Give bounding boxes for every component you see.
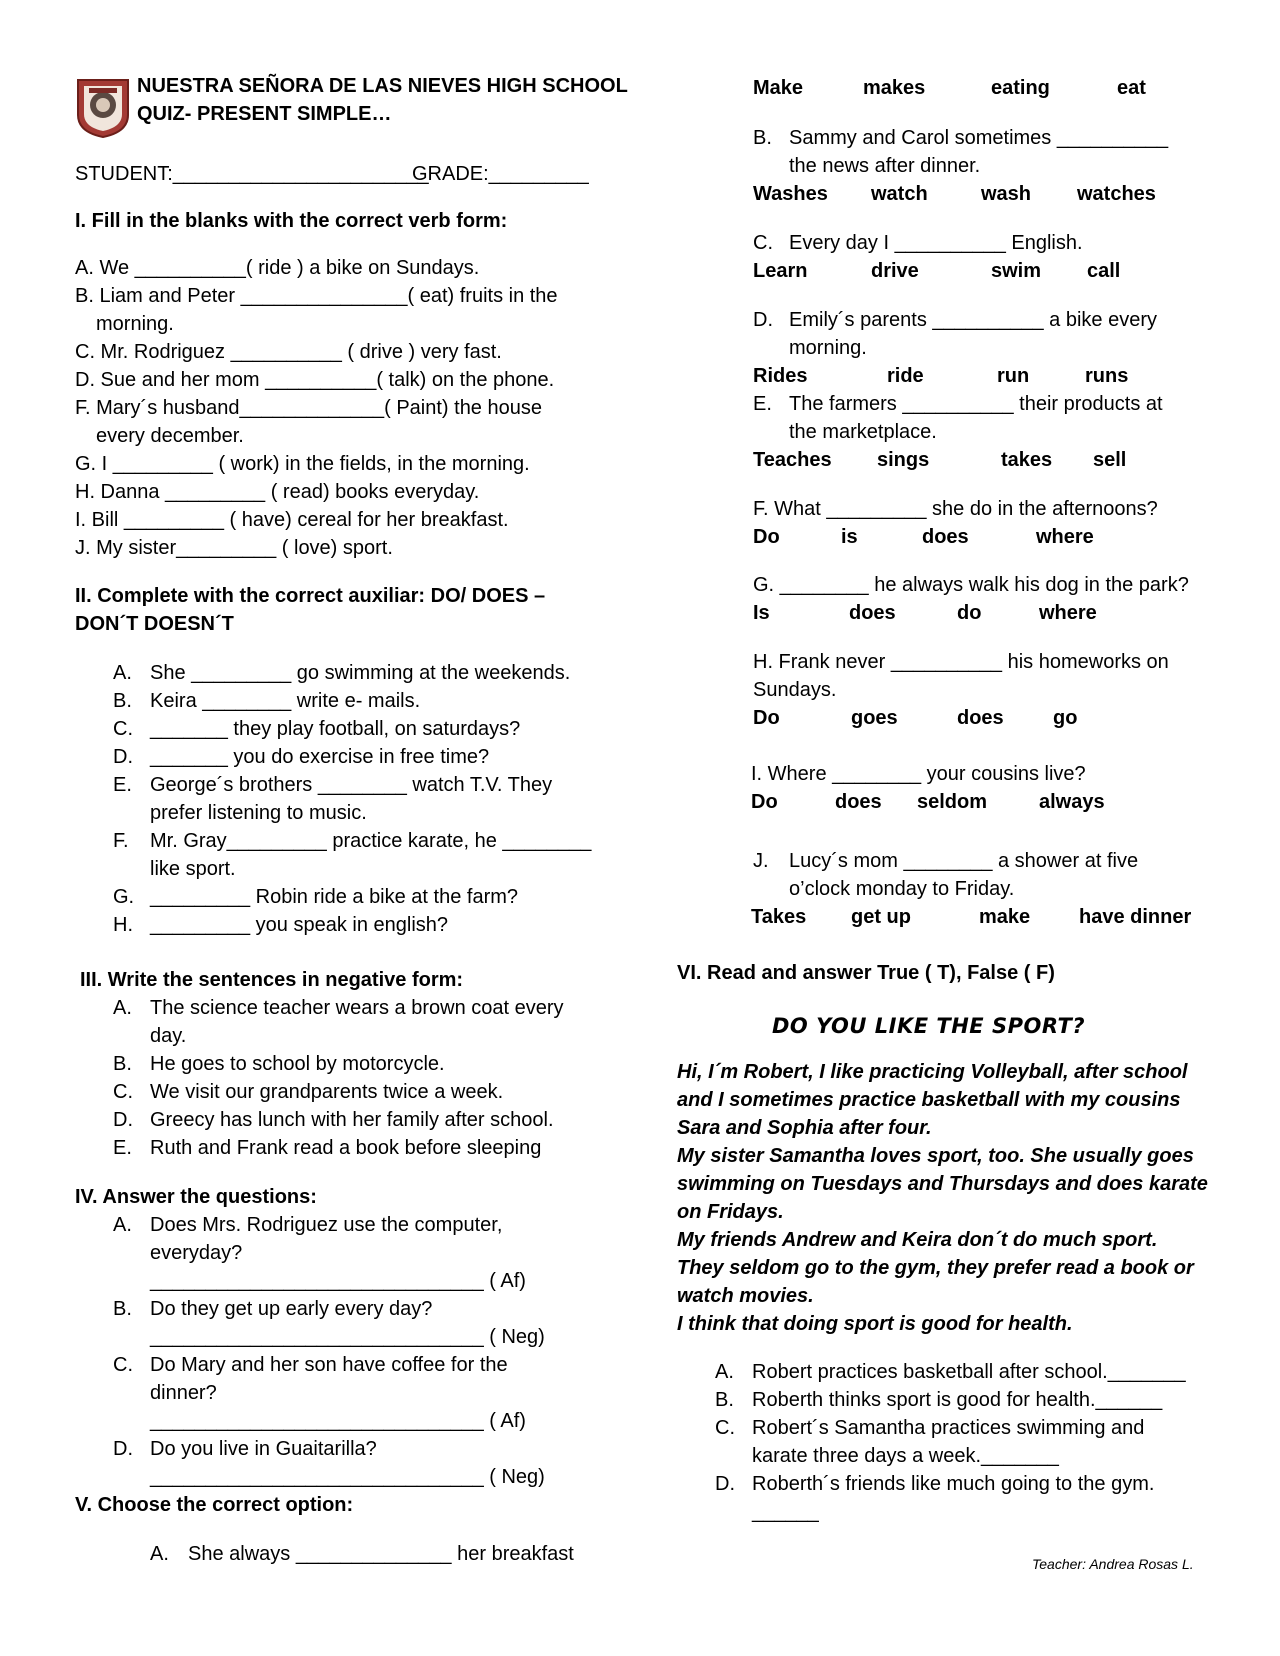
option[interactable]: watches — [1077, 183, 1156, 205]
option[interactable]: Takes — [751, 906, 807, 928]
item-letter: C. — [715, 1417, 735, 1439]
option[interactable]: Teaches — [753, 449, 832, 471]
option[interactable]: makes — [863, 77, 926, 99]
section-4-item: Does Mrs. Rodriguez use the computer, — [150, 1214, 503, 1236]
section-1-item: I. Bill _________ ( have) cereal for her breakfast. — [75, 509, 509, 531]
option[interactable]: goes — [851, 707, 898, 729]
section-5-item: G. ________ he always walk his dog in the park? — [753, 574, 1189, 596]
answer-line[interactable]: ______________________________ ( Neg) — [150, 1466, 545, 1488]
item-letter: B. — [715, 1389, 734, 1411]
item-letter: D. — [113, 1438, 133, 1460]
option[interactable]: does — [922, 526, 969, 548]
option[interactable]: go — [1053, 707, 1078, 729]
section-2-item: Keira ________ write e- mails. — [150, 690, 421, 712]
true-false-statement[interactable]: karate three days a week._______ — [752, 1445, 1059, 1467]
item-letter: A. — [150, 1543, 169, 1565]
option-row — [753, 446, 1126, 474]
item-letter: A. — [715, 1361, 734, 1383]
reading-line: Sara and Sophia after four. — [677, 1117, 932, 1139]
item-letter: D. — [715, 1473, 735, 1495]
option[interactable]: Do — [753, 707, 780, 729]
section-5-item: Emily´s parents __________ a bike every — [789, 309, 1157, 331]
option[interactable]: do — [957, 602, 982, 624]
item-letter: D. — [113, 746, 133, 768]
section-1-item: G. I _________ ( work) in the fields, in the morning. — [75, 453, 530, 475]
item-letter: B. — [113, 690, 132, 712]
section-4-item: everyday? — [150, 1242, 243, 1264]
section-3-title: III. Write the sentences in negative form: — [80, 969, 464, 991]
section-3-item: He goes to school by motorcycle. — [150, 1053, 445, 1075]
item-letter: J. — [753, 850, 769, 872]
option[interactable]: where — [1036, 526, 1094, 548]
section-2-item: prefer listening to music. — [150, 802, 367, 824]
section-1-item: A. We __________( ride ) a bike on Sundays. — [75, 257, 480, 279]
item-letter: B. — [113, 1298, 132, 1320]
option[interactable]: seldom — [917, 791, 988, 813]
item-letter: C. — [113, 1354, 133, 1376]
section-2-item: _______ you do exercise in free time? — [150, 746, 490, 768]
option[interactable]: have dinner — [1079, 906, 1192, 928]
reading-line: on Fridays. — [677, 1201, 784, 1223]
option-row — [753, 180, 1156, 208]
option[interactable]: Learn — [753, 260, 808, 282]
item-letter: D. — [113, 1109, 133, 1131]
section-2-item: Mr. Gray_________ practice karate, he ________ — [150, 830, 592, 852]
option-row — [753, 704, 1077, 732]
section-2-item: _________ Robin ride a bike at the farm? — [150, 886, 519, 908]
answer-line[interactable]: ______________________________ ( Af) — [150, 1410, 526, 1432]
section-5-item: She always ______________ her breakfast — [188, 1543, 574, 1565]
option[interactable]: make — [979, 906, 1031, 928]
reading-line: Hi, I´m Robert, I like practicing Volleyball, after school — [677, 1061, 1188, 1083]
teacher-credit: Teacher: Andrea Rosas L. — [1032, 1556, 1194, 1572]
section-4-item: dinner? — [150, 1382, 217, 1404]
option[interactable]: does — [849, 602, 896, 624]
item-letter: E. — [113, 774, 132, 796]
item-letter: C. — [113, 718, 133, 740]
option[interactable]: Washes — [753, 183, 828, 205]
true-false-statement[interactable]: Robert practices basketball after school._______ — [752, 1361, 1186, 1383]
option[interactable]: where — [1039, 602, 1097, 624]
item-letter: H. — [113, 914, 133, 936]
option[interactable]: run — [997, 365, 1030, 387]
reading-line: My friends Andrew and Keira don´t do much sport. — [677, 1229, 1158, 1251]
student-name-field[interactable]: STUDENT:_______________________ — [75, 163, 429, 185]
option[interactable]: call — [1087, 260, 1121, 282]
grade-field[interactable]: GRADE:_________ — [412, 163, 589, 185]
section-1-item: B. Liam and Peter _______________( eat) fruits in the — [75, 285, 558, 307]
section-2-item: George´s brothers ________ watch T.V. They — [150, 774, 553, 796]
option[interactable]: sell — [1093, 449, 1127, 471]
option-row — [753, 523, 1094, 551]
quiz-title: QUIZ- PRESENT SIMPLE… — [137, 103, 392, 125]
reading-line: I think that doing sport is good for health. — [677, 1313, 1073, 1335]
section-4-item: Do Mary and her son have coffee for the — [150, 1354, 508, 1376]
answer-line[interactable]: ______ — [752, 1501, 819, 1523]
reading-line: and I sometimes practice basketball with my cousins — [677, 1089, 1181, 1111]
section-3-item: Greecy has lunch with her family after school. — [150, 1109, 554, 1131]
section-5-item: H. Frank never __________ his homeworks on — [753, 651, 1169, 673]
section-3-item: Ruth and Frank read a book before sleeping — [150, 1137, 542, 1159]
section-5-item: Lucy´s mom ________ a shower at five — [789, 850, 1139, 872]
option[interactable]: eat — [1117, 77, 1146, 99]
section-5-item: The farmers __________ their products at — [789, 393, 1163, 415]
section-6-title: VI. Read and answer True ( T), False ( F) — [677, 962, 1055, 984]
item-letter: F. — [113, 830, 129, 852]
item-letter: C. — [113, 1081, 133, 1103]
option[interactable]: does — [957, 707, 1004, 729]
section-3-item: day. — [150, 1025, 187, 1047]
section-5-item: Every day I __________ English. — [789, 232, 1083, 254]
option[interactable]: get up — [851, 906, 911, 928]
option-row — [753, 74, 1146, 102]
option[interactable]: always — [1039, 791, 1105, 813]
item-letter: B. — [753, 127, 772, 149]
section-1-item: F. Mary´s husband_____________( Paint) the house — [75, 397, 542, 419]
reading-line: watch movies. — [677, 1285, 814, 1307]
option[interactable]: Do — [751, 791, 778, 813]
option[interactable]: runs — [1085, 365, 1129, 387]
section-1-item: J. My sister_________ ( love) sport. — [75, 537, 393, 559]
item-letter: A. — [113, 1214, 132, 1236]
section-3-item: The science teacher wears a brown coat every — [150, 997, 564, 1019]
true-false-statement[interactable]: Roberth thinks sport is good for health.______ — [752, 1389, 1163, 1411]
section-1-item: C. Mr. Rodriguez __________ ( drive ) very fast. — [75, 341, 502, 363]
option[interactable]: is — [841, 526, 858, 548]
section-4-title: IV. Answer the questions: — [75, 1186, 317, 1208]
section-2-item: She _________ go swimming at the weekends. — [150, 662, 571, 684]
option-row — [753, 257, 1120, 285]
section-2-item: _______ they play football, on saturdays? — [150, 718, 521, 740]
section-4-item: Do you live in Guaitarilla? — [150, 1438, 377, 1460]
section-3-item: We visit our grandparents twice a week. — [150, 1081, 504, 1103]
item-letter: A. — [113, 662, 132, 684]
item-letter: B. — [113, 1053, 132, 1075]
option-row — [753, 362, 1128, 390]
section-4-item: Do they get up early every day? — [150, 1298, 433, 1320]
option[interactable]: Rides — [753, 365, 808, 387]
reading-line: They seldom go to the gym, they prefer read a book or — [677, 1257, 1194, 1279]
section-5-item: the marketplace. — [789, 421, 937, 443]
item-letter: C. — [753, 232, 773, 254]
section-2-title-line2: DON´T DOESN´T — [75, 613, 234, 635]
section-2-item: _________ you speak in english? — [150, 914, 449, 936]
option[interactable]: ride — [887, 365, 924, 387]
section-1-title: I. Fill in the blanks with the correct verb form: — [75, 210, 508, 232]
option[interactable]: watch — [871, 183, 928, 205]
item-letter: E. — [113, 1137, 132, 1159]
section-2-title: II. Complete with the correct auxiliar: DO/ DOES – — [75, 585, 546, 607]
option[interactable]: takes — [1001, 449, 1053, 471]
item-letter: A. — [113, 997, 132, 1019]
section-1-item: D. Sue and her mom __________( talk) on the phone. — [75, 369, 555, 391]
option[interactable]: drive — [871, 260, 919, 282]
section-5-item: o’clock monday to Friday. — [789, 878, 1015, 900]
section-1-item: morning. — [96, 313, 174, 335]
option-row — [751, 788, 1105, 816]
section-1-item: H. Danna _________ ( read) books everyday. — [75, 481, 480, 503]
answer-line[interactable]: ______________________________ ( Af) — [150, 1270, 526, 1292]
option[interactable]: does — [835, 791, 882, 813]
option-row — [751, 903, 1191, 931]
section-2-item: like sport. — [150, 858, 236, 880]
answer-line[interactable]: ______________________________ ( Neg) — [150, 1326, 545, 1348]
section-5-item: I. Where ________ your cousins live? — [751, 763, 1086, 785]
section-5-item: Sammy and Carol sometimes __________ — [789, 127, 1169, 149]
reading-line: My sister Samantha loves sport, too. She usually goes — [677, 1145, 1194, 1167]
section-1-item: every december. — [96, 425, 244, 447]
option-row — [753, 599, 1097, 627]
section-5-item: Sundays. — [753, 679, 837, 701]
option[interactable]: Is — [753, 602, 770, 624]
option[interactable]: wash — [981, 183, 1032, 205]
school-name: NUESTRA SEÑORA DE LAS NIEVES HIGH SCHOOL — [137, 75, 628, 97]
option[interactable]: Do — [753, 526, 780, 548]
reading-title: DO YOU LIKE THE SPORT? — [772, 1014, 1086, 1038]
true-false-statement: Roberth´s friends like much going to the gym. — [752, 1473, 1155, 1495]
option[interactable]: Make — [753, 77, 804, 99]
item-letter: G. — [113, 886, 135, 908]
section-5-item: morning. — [789, 337, 867, 359]
section-5-item: F. What _________ she do in the afternoons? — [753, 498, 1158, 520]
item-letter: D. — [753, 309, 773, 331]
option[interactable]: sings — [877, 449, 930, 471]
section-5-title: V. Choose the correct option: — [75, 1494, 354, 1516]
true-false-statement: Robert´s Samantha practices swimming and — [752, 1417, 1145, 1439]
school-crest-logo — [75, 77, 131, 139]
reading-line: swimming on Tuesdays and Thursdays and does karate — [677, 1173, 1208, 1195]
option[interactable]: swim — [991, 260, 1042, 282]
section-5-item: the news after dinner. — [789, 155, 981, 177]
option[interactable]: eating — [991, 77, 1050, 99]
item-letter: E. — [753, 393, 772, 415]
